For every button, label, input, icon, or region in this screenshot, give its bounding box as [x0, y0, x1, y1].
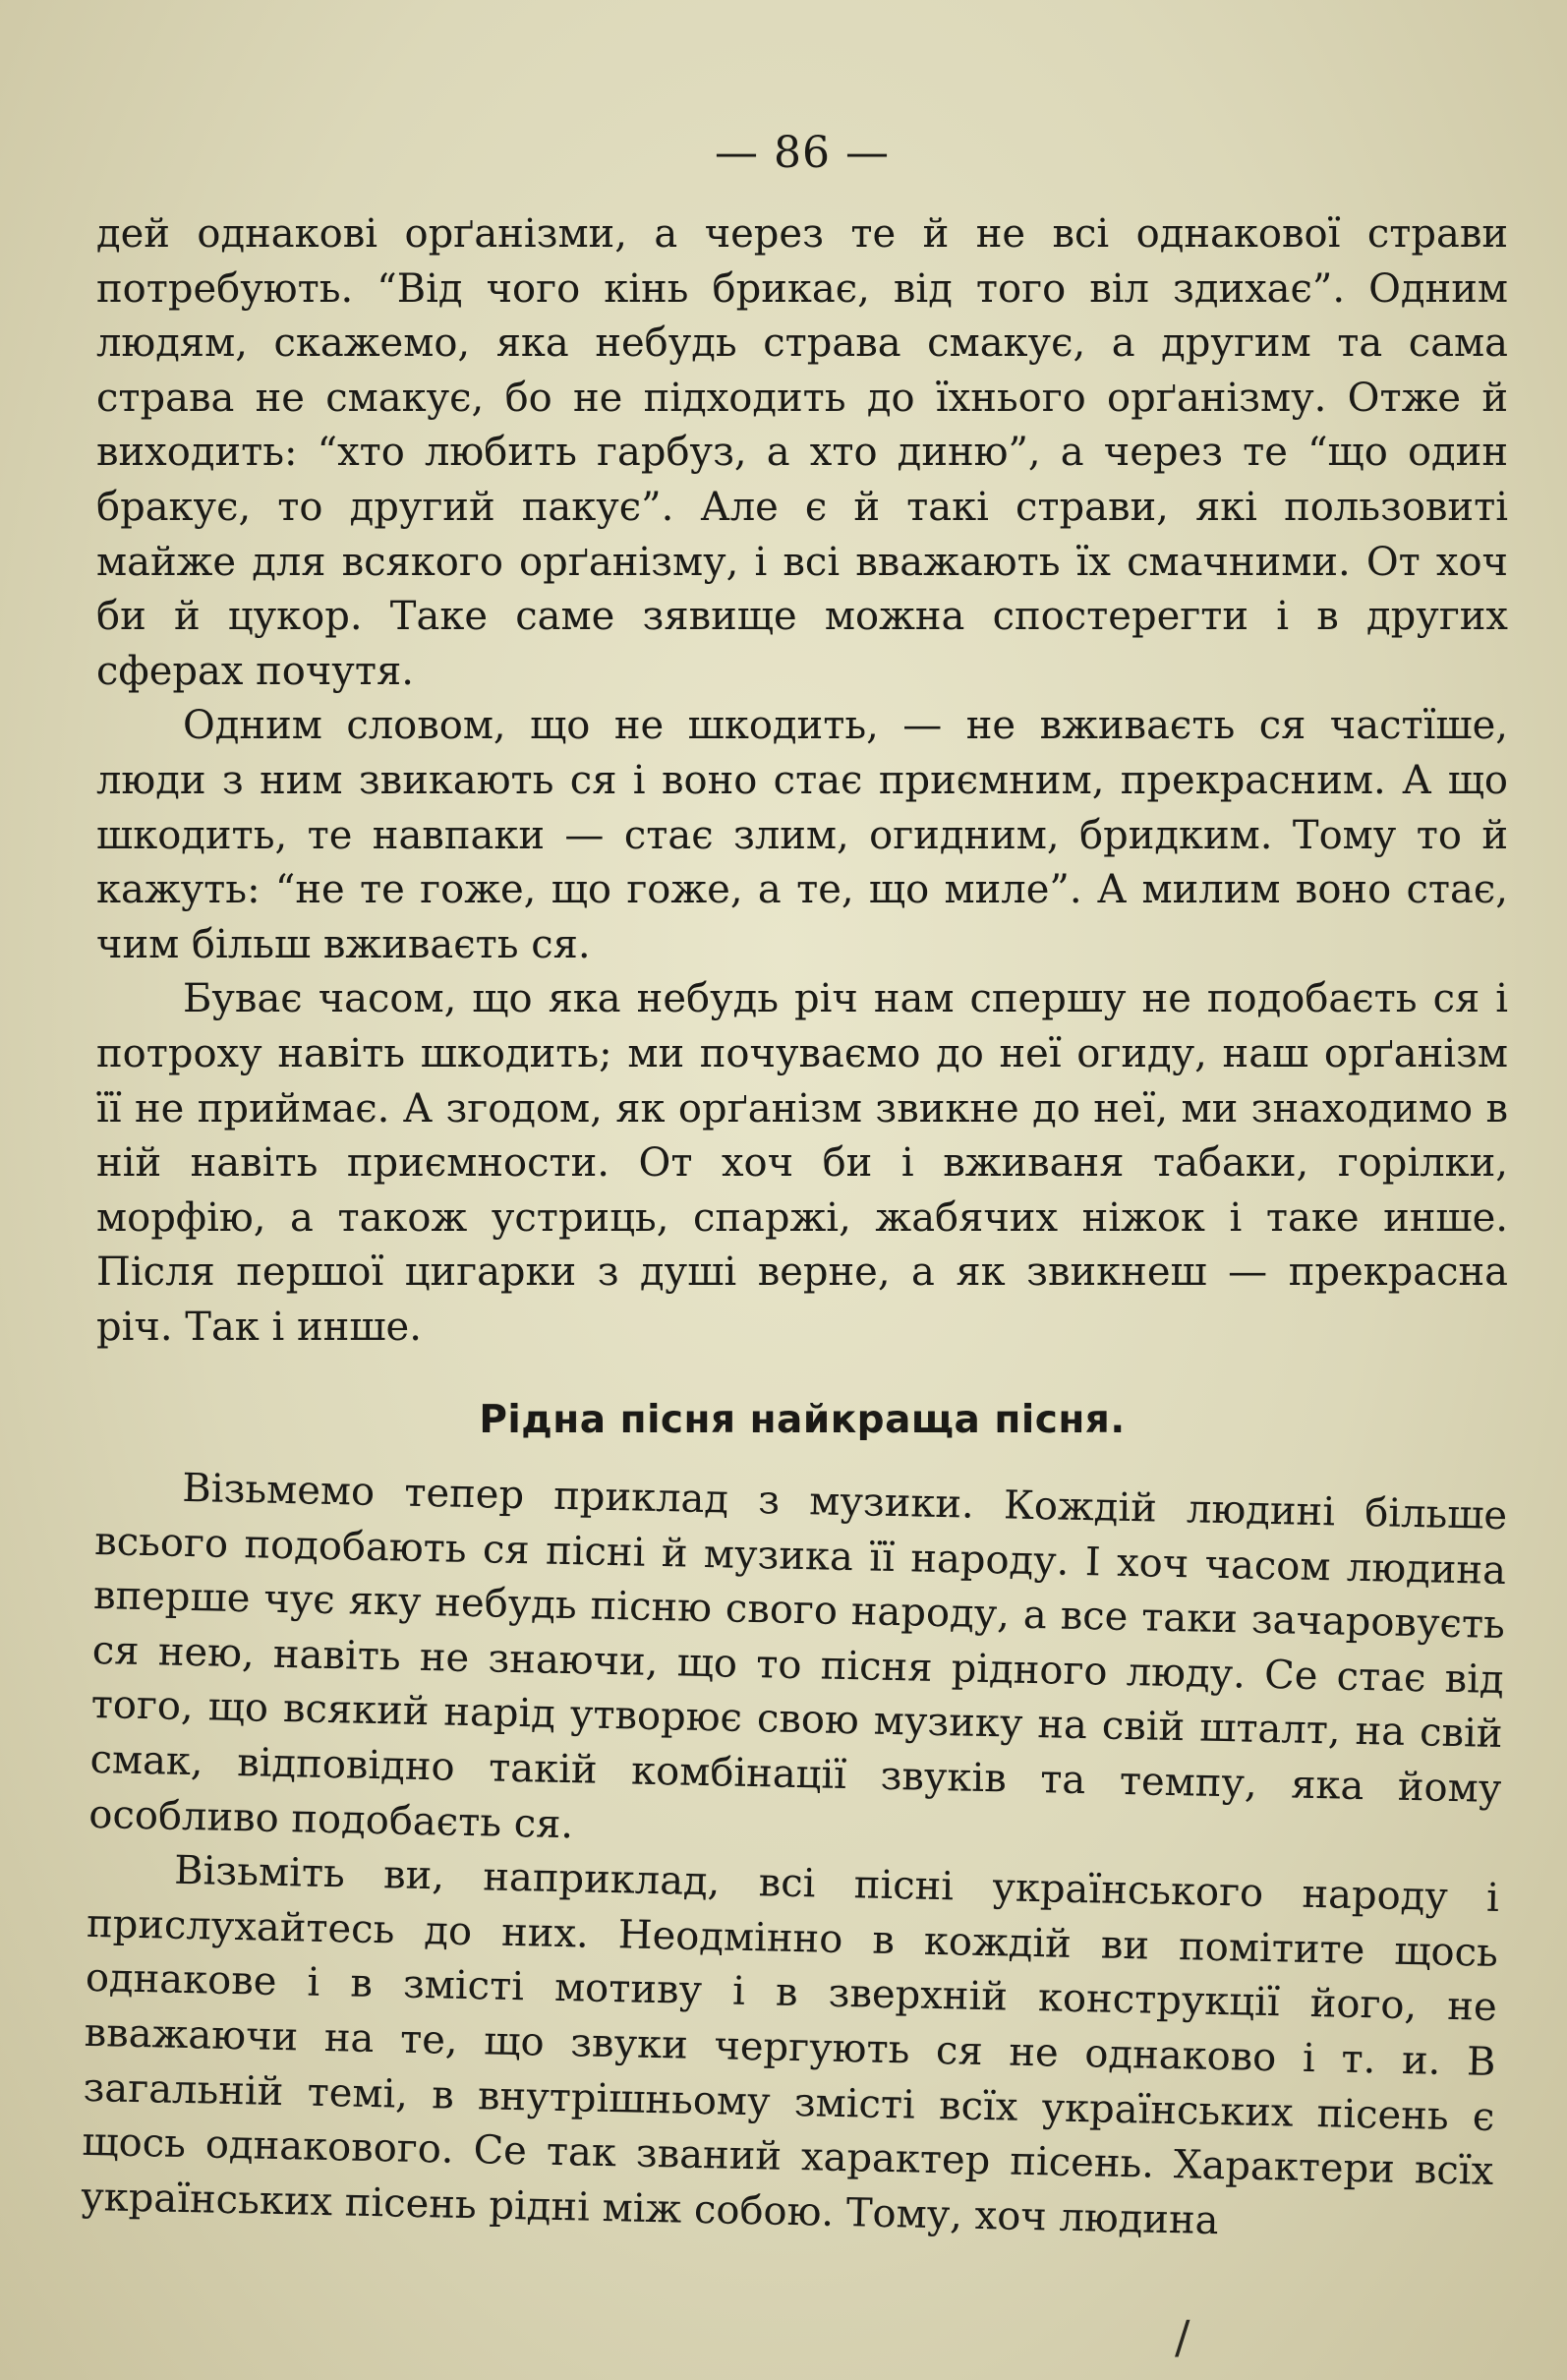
- section-heading: Рідна пісня найкраща пісня.: [479, 1398, 1126, 1443]
- text-block-top: [96, 207, 1508, 1355]
- paragraph: дей однакові орґанізми, а через те й не всі однакової страви потребують. “Від чого кінь брикає, від того віл здихає”. Одним людям, скажемо, яка небудь страва смакує, а другим та сама страва не смакує, бо не підходить до їхнього орґанізму. Отже й виходить: “хто любить гарбуз, а хто диню”, а через те “що один бракує, то другий пакує”. Але є й такі страви, які пользовиті майже для всякого орґанізму, і всі вважають їх смачними. От хоч би й цукор. Таке саме зявище можна спостерегти і в других сферах почутя.: [96, 211, 1508, 694]
- paragraph: Візьміть ви, наприклад, всі пісні українського народу і прислухайтесь до них. Неодмінно в кождій ви помітите щось однакове і в змісті мотиву і в зверхній конструкції його, не вважаючи на те, що звуки чергують ся не однаково і т. и. В загальній темі, в внутрішньому змісті всїх українських пісень є щось однакового. Се так званий характер пісень. Характери всїх українських пісень рідні між собою. Тому, хоч людина: [80, 1848, 1500, 2244]
- page-number: — 86 —: [715, 128, 890, 178]
- paragraph: Буває часом, що яка небудь річ нам спершу не подобаєть ся і потроху навіть шкодить; ми почуваємо до неї огиду, наш орґанізм її не приймає. А згодом, як орґанізм звикне до неї, ми знаходимо в ній навіть приємности. От хоч би і вживаня табаки, горілки, морфію, а також устриць, спаржі, жабячих ніжок і таке инше. Після першої цигарки з душі верне, а як звикнеш — прекрасна річ. Так і инше.: [96, 976, 1508, 1350]
- paragraph: Візьмемо тепер приклад з музики. Кождій людині більше всього подобають ся пісні й музика її народу. І хоч часом людина вперше чує яку небудь пісню свого народу, а все таки зачаровуєть ся нею, навіть не знаючи, що то пісня рідного люду. Се стає від того, що всякий нарід утворює свою музику на свій шталт, на свій смак, відповідно такій комбінації звуків та темпу, яка йому особливо подобаєть ся.: [87, 1466, 1508, 1848]
- paragraph: Одним словом, що не шкодить, — не вживаєть ся частїше, люди з ним звикають ся і воно стає приємним, прекрасним. А що шкодить, те навпаки — стає злим, огидним, бридким. Тому то й кажуть: “не те гоже, що гоже, а те, що миле”. А милим воно стає, чим більш вживаєть ся.: [96, 703, 1508, 967]
- text-block-bottom: [81, 1460, 1508, 2254]
- footer-mark: /: [1175, 2310, 1190, 2363]
